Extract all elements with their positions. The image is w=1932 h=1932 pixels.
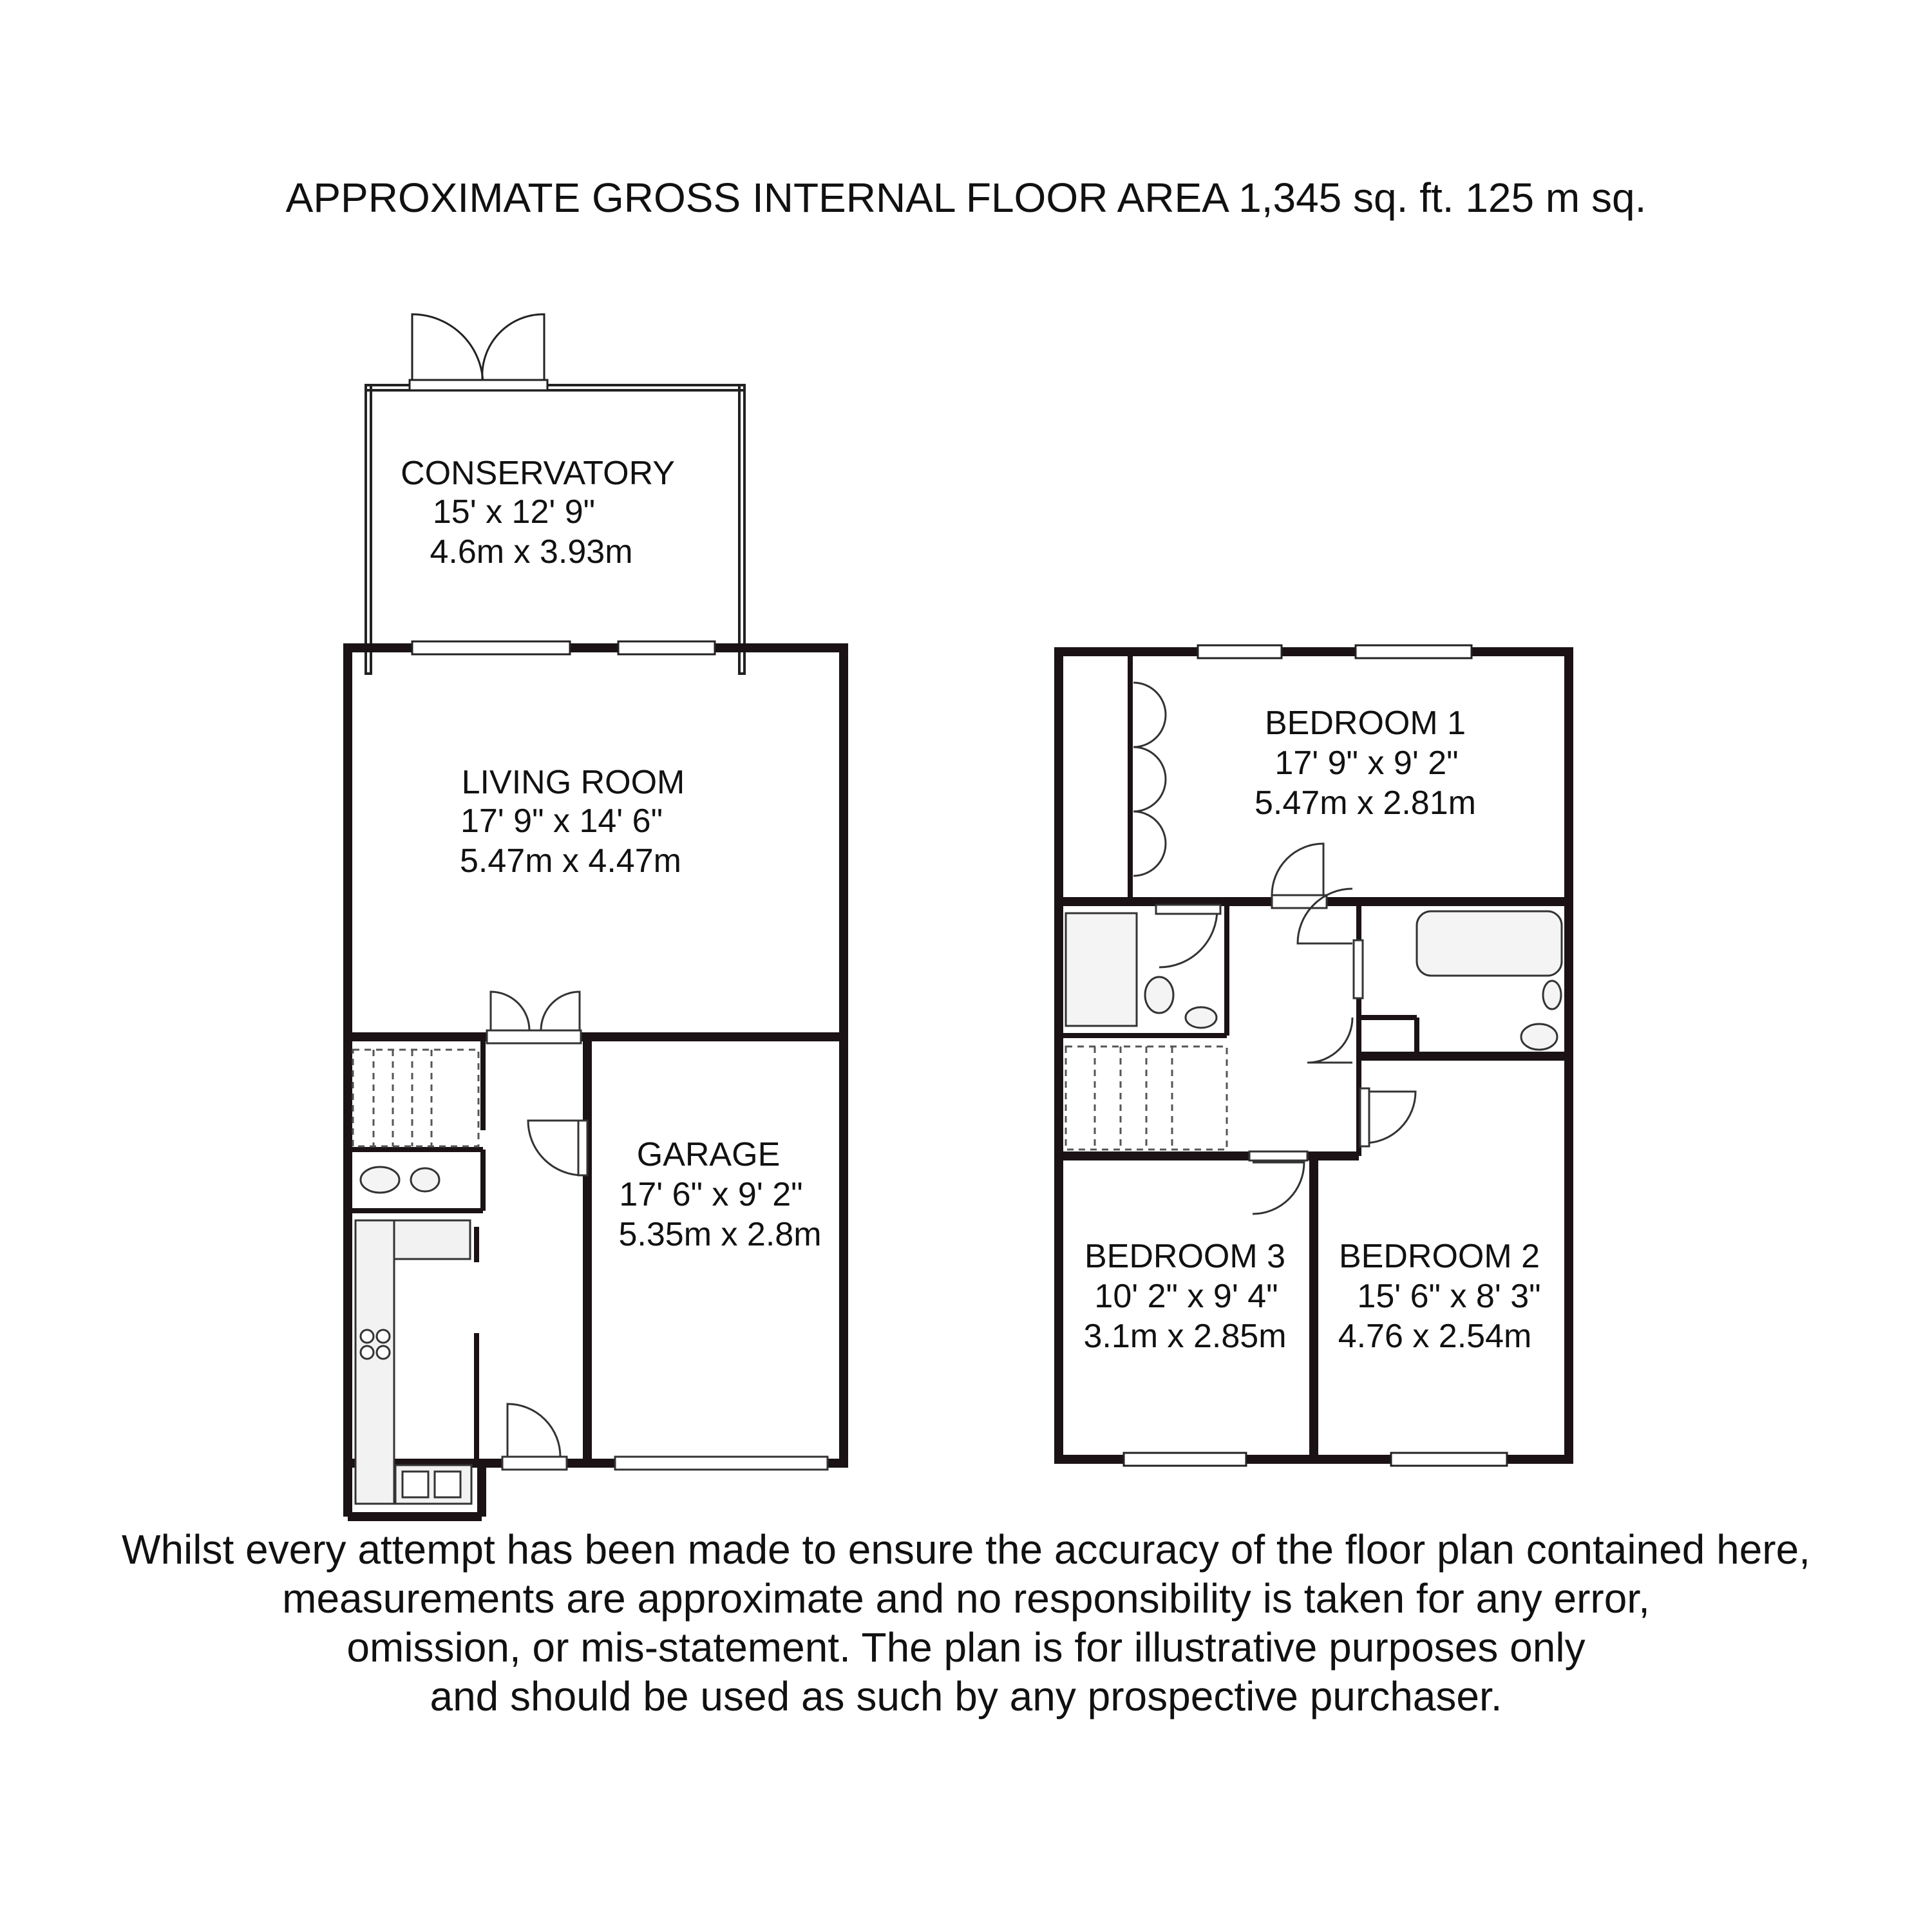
garage-name: GARAGE [636, 1136, 781, 1173]
ground-floor-plan [348, 314, 844, 1517]
bedroom1-imperial: 17' 9" x 9' 2" [1274, 744, 1459, 782]
wardrobe [1133, 683, 1166, 876]
bedroom3-imperial: 10' 2" x 9' 4" [1094, 1278, 1278, 1315]
disclaimer-line: Whilst every attempt has been made to ensure the accuracy of the floor plan contained here, [122, 1526, 1810, 1573]
bathroom-fittings [1066, 911, 1562, 1050]
living-room-name: LIVING ROOM [461, 764, 685, 801]
living-room-metric: 5.47m x 4.47m [460, 842, 681, 880]
bedroom3-metric: 3.1m x 2.85m [1083, 1318, 1287, 1355]
disclaimer [0, 1525, 1932, 1721]
bedroom1-metric: 5.47m x 2.81m [1255, 784, 1476, 822]
conservatory-imperial: 15' x 12' 9" [432, 493, 596, 531]
living-room-windows [412, 641, 715, 654]
bedroom2-imperial: 15' 6" x 8' 3" [1357, 1278, 1541, 1315]
bedroom3-name: BEDROOM 3 [1084, 1238, 1286, 1275]
garage-metric: 5.35m x 2.8m [618, 1216, 822, 1253]
disclaimer-line: measurements are approximate and no responsibility is taken for any error, [282, 1575, 1650, 1622]
floor-area-title: APPROXIMATE GROSS INTERNAL FLOOR AREA 1,345 sq. ft. 125 m sq. [285, 175, 1647, 221]
conservatory-metric: 4.6m x 3.93m [430, 533, 633, 571]
ground-floor-stairs [353, 1050, 478, 1146]
disclaimer-line: omission, or mis-statement. The plan is for illustrative purposes only [346, 1624, 1586, 1671]
living-room-imperial: 17' 9" x 14' 6" [460, 802, 663, 840]
wc-fittings [361, 1167, 439, 1193]
conservatory-name: CONSERVATORY [401, 455, 675, 492]
garage-imperial: 17' 6" x 9' 2" [619, 1176, 803, 1213]
first-floor-stairs [1066, 1046, 1227, 1150]
bedroom2-metric: 4.76 x 2.54m [1338, 1318, 1532, 1355]
bedroom1-name: BEDROOM 1 [1264, 705, 1466, 742]
bedroom2-name: BEDROOM 2 [1338, 1238, 1540, 1275]
first-floor-plan [1059, 645, 1569, 1466]
disclaimer-line: and should be used as such by any prospective purchaser. [430, 1673, 1502, 1719]
